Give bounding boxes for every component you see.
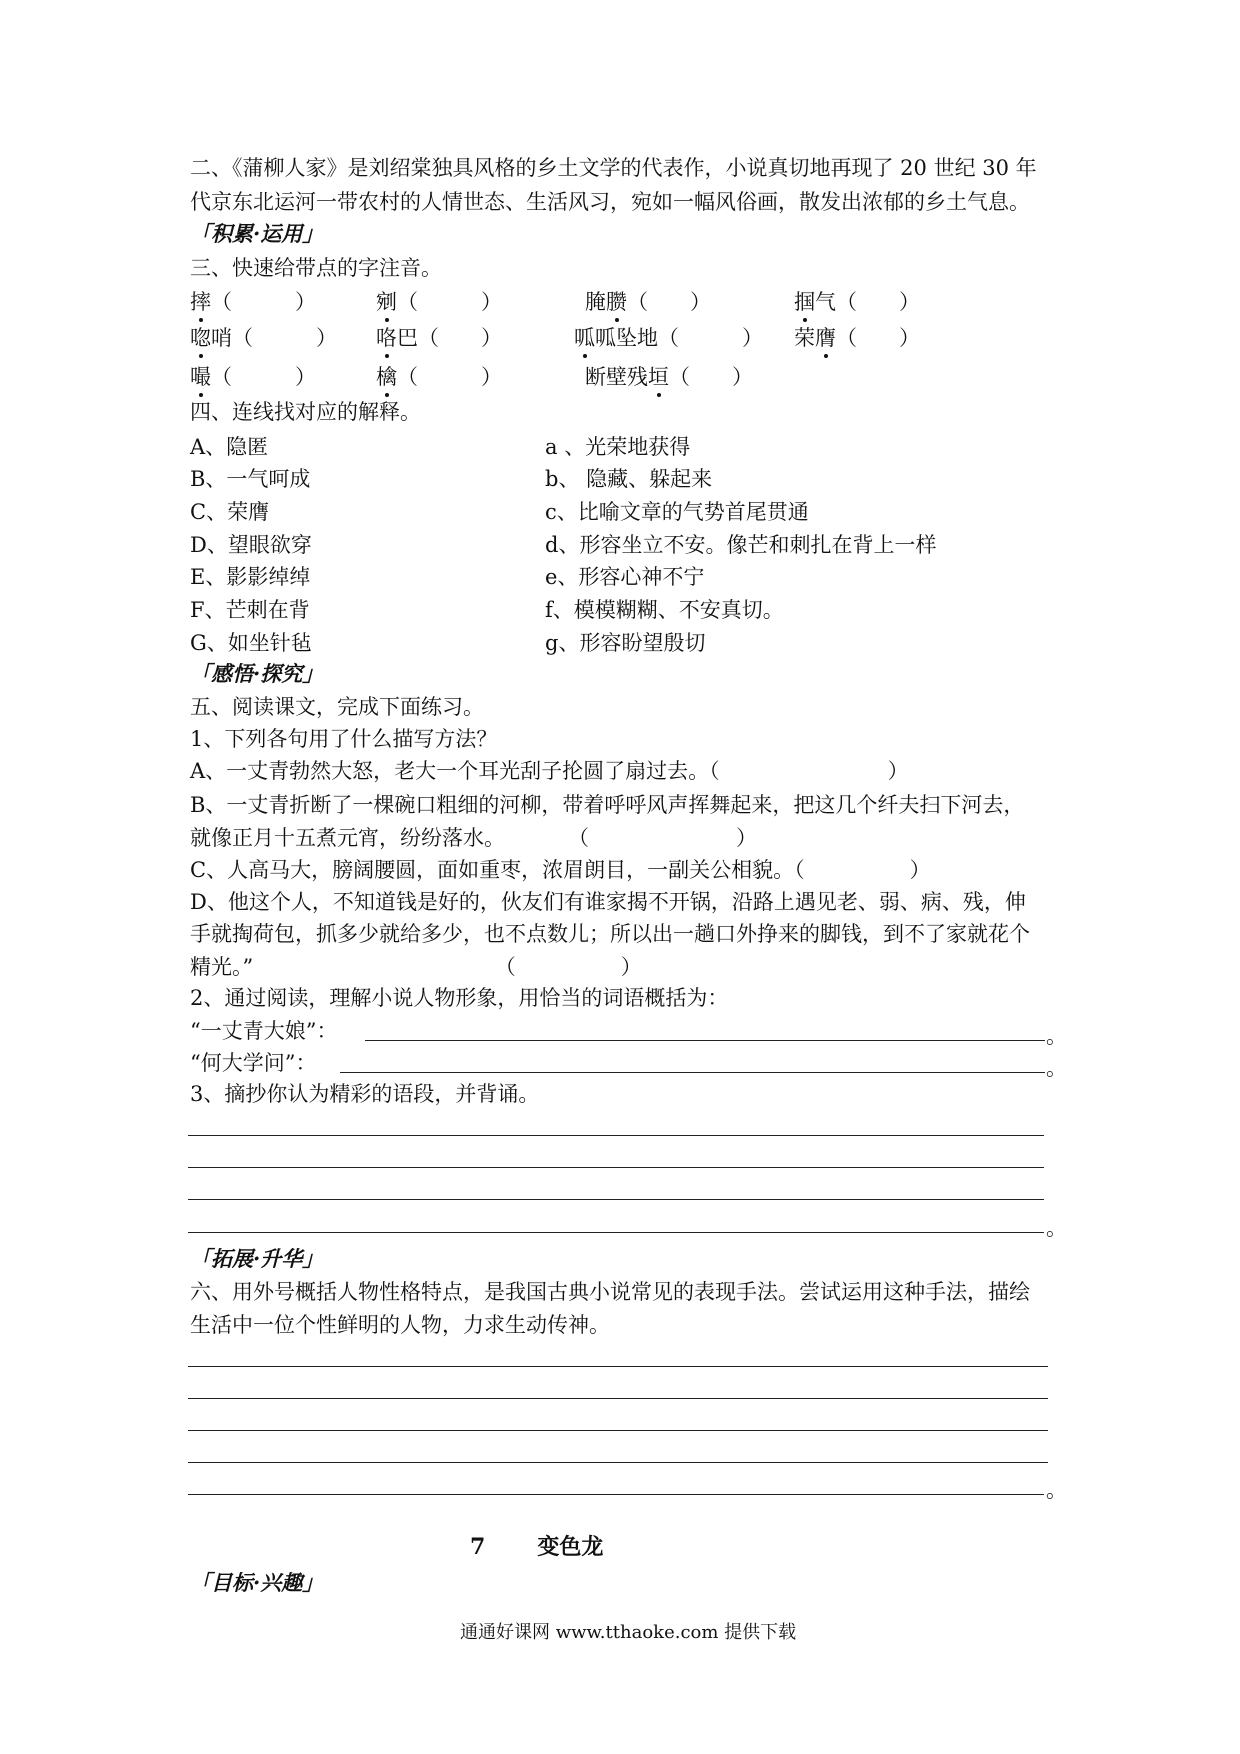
answer-line[interactable]: [188, 1494, 1044, 1495]
answer-blank[interactable]: （ ）: [418, 326, 502, 350]
section-heading-accumulate: 「积累·运用」: [190, 221, 324, 246]
pinyin-item: [794, 322, 920, 354]
answer-blank[interactable]: （ ）: [397, 365, 502, 389]
answer-line[interactable]: [188, 1199, 1044, 1200]
match-definition: e、形容心神不宁: [545, 565, 705, 589]
answer-blank[interactable]: （ ）: [211, 365, 316, 389]
match-definition: a 、光荣地获得: [545, 435, 691, 459]
lesson-title: 变色龙: [537, 1534, 604, 1560]
word-part: 哨: [211, 326, 232, 350]
word-part: 巴: [397, 326, 418, 350]
word-part: 荣: [794, 326, 815, 350]
answer-line[interactable]: [188, 1430, 1048, 1431]
answer-line[interactable]: [188, 1167, 1044, 1168]
dotted-char: 掴: [794, 286, 815, 318]
q6-line-2: 生活中一位个性鲜明的人物，力求生动传神。: [190, 1313, 610, 1337]
pinyin-item: [794, 286, 920, 318]
match-term: E、影影绰绰: [190, 565, 311, 589]
match-term: F、芒刺在背: [190, 598, 310, 622]
pinyin-item: [190, 286, 316, 318]
answer-blank[interactable]: （ ）: [627, 290, 711, 314]
q5-item-d-line1: D、他这个人，不知道钱是好的，伙友们有谁家揭不开锅，沿路上遇见老、弱、病、残，伸: [190, 890, 1026, 914]
pinyin-item: [574, 322, 763, 354]
character-label-1: “一丈青大娘”：: [190, 1019, 338, 1043]
answer-blank[interactable]: （ ）: [211, 290, 316, 314]
dotted-char: 咯: [376, 322, 397, 354]
dotted-char: 臜: [606, 286, 627, 318]
answer-line[interactable]: [188, 1232, 1044, 1233]
answer-blank[interactable]: （ ）: [397, 290, 502, 314]
q5-item-b-line2: 就像正月十五煮元宵，纷纷落水。 （ ）: [190, 826, 757, 850]
q5-item-c: C、人高马大，膀阔腰圆，面如重枣，浓眉朗目，一副关公相貌。（ ）: [190, 858, 931, 882]
match-term: D、望眼欲穿: [190, 533, 312, 557]
answer-line[interactable]: [340, 1072, 1045, 1073]
dotted-char: 嘬: [190, 361, 211, 393]
match-definition: b、 隐藏、躲起来: [545, 467, 713, 491]
period: 。: [1046, 1216, 1067, 1240]
answer-blank[interactable]: （ ）: [658, 326, 763, 350]
answer-blank[interactable]: （ ）: [836, 290, 920, 314]
match-definition: c、比喻文章的气势首尾贯通: [545, 500, 809, 524]
answer-blank[interactable]: （ ）: [836, 326, 920, 350]
pinyin-item: [190, 322, 337, 354]
pinyin-item: [190, 361, 316, 393]
q5-sub2-title: 2、通过阅读，理解小说人物形象，用恰当的词语概括为：: [190, 986, 729, 1010]
pinyin-item: [585, 361, 753, 393]
answer-line[interactable]: [365, 1040, 1045, 1041]
answer-line[interactable]: [188, 1135, 1044, 1136]
section-heading-explore: 「感悟·探究」: [190, 661, 324, 686]
match-term: B、一气呵成: [190, 467, 311, 491]
intro-line-2: 代京东北运河一带农村的人情世态、生活风习，宛如一幅风俗画，散发出浓郁的乡土气息。: [190, 190, 1030, 214]
character-label-2: “何大学问”：: [190, 1051, 317, 1075]
word-part: 气: [815, 290, 836, 314]
dotted-char: 摔: [190, 286, 211, 318]
q5-item-a: A、一丈青勃然大怒，老大一个耳光刮子抡圆了扇过去。（ ）: [190, 759, 909, 783]
match-term: C、荣膺: [190, 500, 270, 524]
lesson-number: 7: [470, 1534, 486, 1560]
q6-line-1: 六、用外号概括人物性格特点，是我国古典小说常见的表现手法。尝试运用这种手法，描绘: [190, 1280, 1030, 1304]
intro-line-1: 二、《蒲柳人家》是刘绍棠独具风格的乡土文学的代表作，小说真切地再现了 20 世纪 30 年: [190, 156, 1037, 180]
dotted-char: 呱: [574, 322, 595, 354]
dotted-char: 膺: [815, 322, 836, 354]
q5-sub3-title: 3、摘抄你认为精彩的语段，并背诵。: [190, 1082, 540, 1106]
q5-title: 五、阅读课文，完成下面练习。: [190, 695, 484, 719]
answer-blank[interactable]: （ ）: [232, 326, 337, 350]
q5-sub1-title: 1、下列各句用了什么描写方法？: [190, 727, 498, 751]
dotted-char: 垣: [648, 361, 669, 393]
pinyin-item: [376, 286, 502, 318]
dotted-char: 唿: [190, 322, 211, 354]
q4-title: 四、连线找对应的解释。: [190, 400, 421, 424]
lesson-heading: [470, 1530, 603, 1561]
q3-title: 三、快速给带点的字注音。: [190, 256, 442, 280]
dotted-char: 檎: [376, 361, 397, 393]
q5-item-d-line3: 精光。” （ ）: [190, 955, 642, 979]
match-term: A、隐匿: [190, 435, 269, 459]
word-part: 断壁残: [585, 365, 648, 389]
match-definition: f、模模糊糊、不安真切。: [545, 598, 784, 622]
match-term: G、如坐针毡: [190, 631, 312, 655]
q5-item-b-line1: B、一丈青折断了一棵碗口粗细的河柳，带着呼呼风声挥舞起来，把这几个纤夫扫下河去，: [190, 793, 1025, 817]
dotted-char: 剜: [376, 286, 397, 318]
section-heading-goal: 「目标·兴趣」: [190, 1570, 324, 1595]
match-definition: g、形容盼望殷切: [545, 631, 706, 655]
pinyin-item: [585, 286, 711, 318]
q5-item-d-line2: 手就掏荷包，抓多少就给多少，也不点数儿；所以出一趟口外挣来的脚钱，到不了家就花个: [190, 922, 1030, 946]
word-part: 腌: [585, 290, 606, 314]
pinyin-item: [376, 361, 502, 393]
page-footer: 通通好课网 www.tthaoke.com 提供下载: [460, 1622, 797, 1643]
period: 。: [1046, 1056, 1067, 1080]
pinyin-item: [376, 322, 502, 354]
section-heading-extend: 「拓展·升华」: [190, 1246, 324, 1271]
period: 。: [1046, 1478, 1067, 1502]
answer-line[interactable]: [188, 1366, 1048, 1367]
period: 。: [1046, 1024, 1067, 1048]
match-definition: d、形容坐立不安。像芒和刺扎在背上一样: [545, 533, 937, 557]
answer-blank[interactable]: （ ）: [669, 365, 753, 389]
word-part: 呱坠地: [595, 326, 658, 350]
answer-line[interactable]: [188, 1398, 1048, 1399]
answer-line[interactable]: [188, 1462, 1048, 1463]
